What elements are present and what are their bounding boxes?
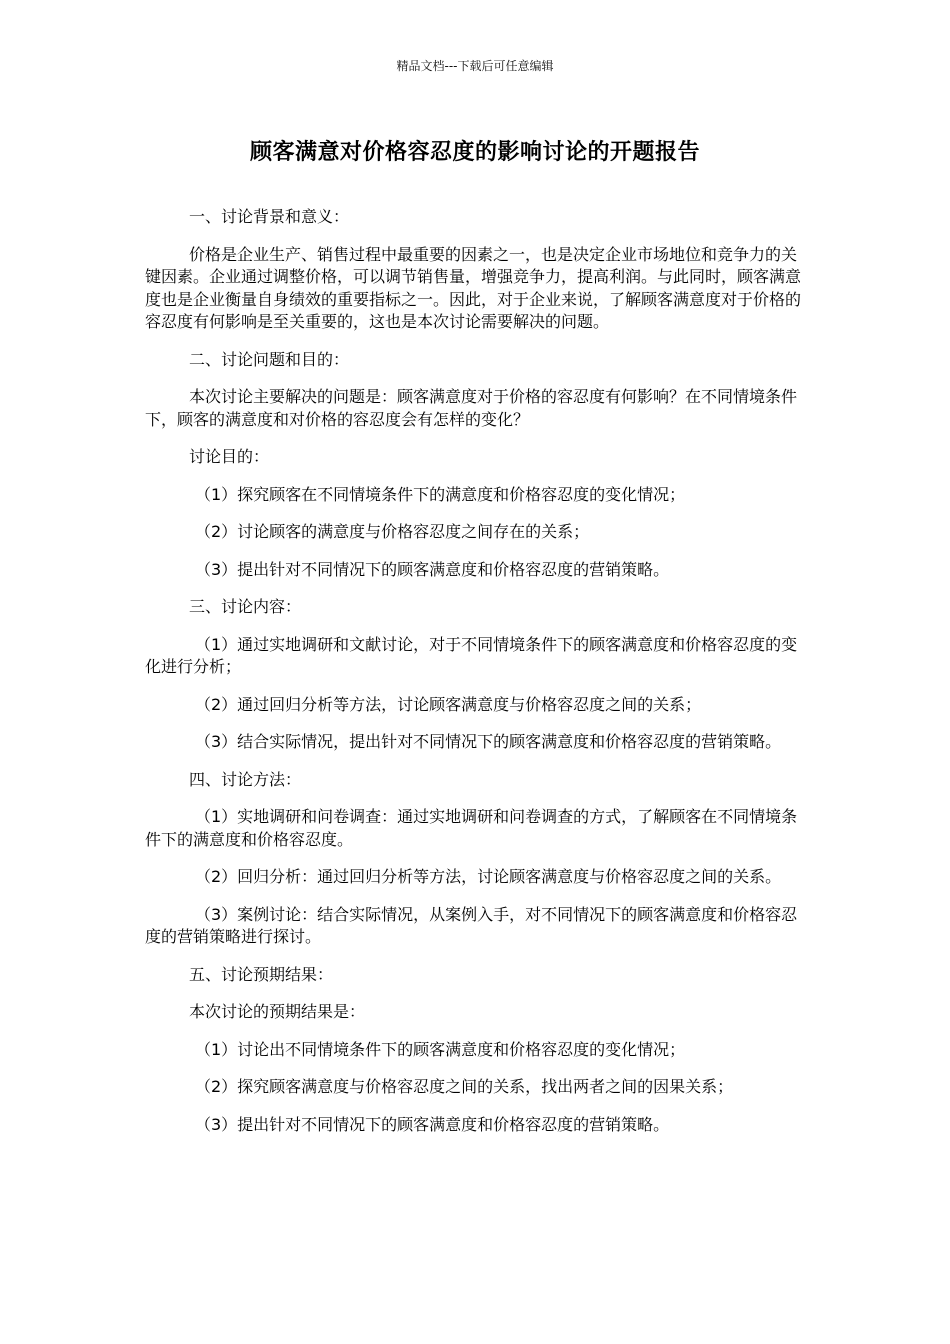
result-item-3: （3）提出针对不同情况下的顾客满意度和价格容忍度的营销策略。 xyxy=(195,1114,670,1134)
result-item-2: （2）探究顾客满意度与价格容忍度之间的关系，找出两者之间的因果关系； xyxy=(195,1077,734,1096)
result-item-1: （1）讨论出不同情境条件下的顾客满意度和价格容忍度的变化情况； xyxy=(195,1039,686,1059)
method-item-3: （3）案例讨论：结合实际情况，从案例入手，对不同情况下的顾客满意度和价格容忍度的营销策略进行探讨。 xyxy=(145,904,798,946)
section-heading-questions: 二、讨论问题和目的： xyxy=(189,349,350,369)
objective-item-2: （2）讨论顾客的满意度与价格容忍度之间存在的关系； xyxy=(195,522,590,541)
section-heading-content: 三、讨论内容： xyxy=(189,597,302,616)
section-heading-results: 五、讨论预期结果： xyxy=(189,964,334,984)
section-heading-methods: 四、讨论方法： xyxy=(189,769,302,789)
document-body xyxy=(145,206,807,1151)
method-item-1: （1）实地调研和问卷调查：通过实地调研和问卷调查的方式，了解顾客在不同情境条件下的满意度和价格容忍度。 xyxy=(145,807,798,849)
results-intro: 本次讨论的预期结果是： xyxy=(189,1002,366,1021)
content-item-1: （1）通过实地调研和文献讨论，对于不同情境条件下的顾客满意度和价格容忍度的变化进行分析； xyxy=(145,634,798,676)
objective-item-3: （3）提出针对不同情况下的顾客满意度和价格容忍度的营销策略。 xyxy=(195,559,670,579)
content-item-2: （2）通过回归分析等方法，讨论顾客满意度与价格容忍度之间的关系； xyxy=(195,694,702,714)
section-heading-background: 一、讨论背景和意义： xyxy=(189,207,350,226)
document-title: 顾客满意对价格容忍度的影响讨论的开题报告 xyxy=(249,140,700,165)
method-item-2: （2）回归分析：通过回归分析等方法，讨论顾客满意度与价格容忍度之间的关系。 xyxy=(195,867,782,886)
objective-item-1: （1）探究顾客在不同情境条件下的满意度和价格容忍度的变化情况； xyxy=(195,484,686,504)
content-item-3: （3）结合实际情况，提出针对不同情况下的顾客满意度和价格容忍度的营销策略。 xyxy=(195,732,782,751)
questions-paragraph: 本次讨论主要解决的问题是：顾客满意度对于价格的容忍度有何影响？在不同情境条件下，顾客的满意度和对价格的容忍度会有怎样的变化？ xyxy=(145,387,798,429)
objectives-label: 讨论目的： xyxy=(189,447,270,466)
background-paragraph: 价格是企业生产、销售过程中最重要的因素之一，也是决定企业市场地位和竞争力的关键因素。企业通过调整价格，可以调节销售量，增强竞争力，提高利润。与此同时，顾客满意度也是企业衡量自身绩效的重要指标之一。因此，对于企业来说，了解顾客满意度对于价格的容忍度有何影响是至关重要的，这也是本次讨论需要解决的问题。 xyxy=(145,244,802,331)
page-header: 精品文档---下载后可任意编辑 xyxy=(396,59,554,73)
